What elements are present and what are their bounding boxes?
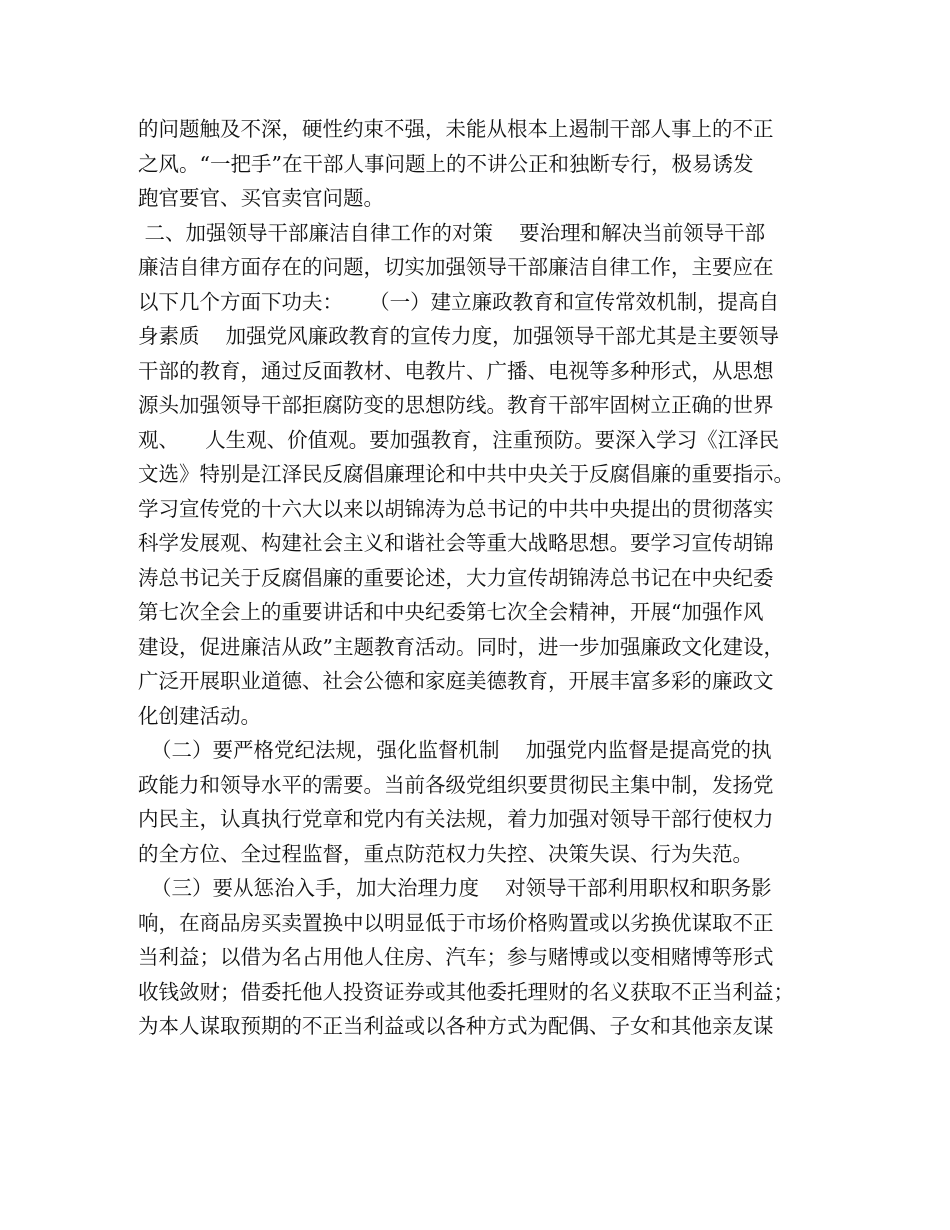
text-line: 源头加强领导干部拒腐防变的思想防线。教育干部牢固树立正确的世界 (138, 393, 774, 417)
text-line: 的全方位、全过程监督，重点防范权力失控、决策失误、行为失范。 (138, 841, 753, 866)
text-line: 化创建活动。 (138, 703, 261, 728)
text-line: 身素质 加强党风廉政教育的宣传力度，加强领导干部尤其是主要领导 (138, 324, 780, 348)
text-line: 政能力和领导水平的需要。当前各级党组织要贯彻民主集中制，发扬党 (138, 772, 774, 797)
text-line: 的问题触及不深，硬性约束不强，未能从根本上遏制干部人事上的不正 (138, 117, 774, 141)
subsection-heading-line: 以下几个方面下功夫： （一）建立廉政教育和宣传常效机制，提高自 (138, 289, 780, 314)
subsection-heading-line: （二）要严格党纪法规，强化监督机制 加强党内监督是提高党的执 (138, 738, 772, 762)
subsection-heading-line: （三）要从惩治入手，加大治理力度 对领导干部利用职权和职务影 (138, 876, 772, 900)
text-line: 科学发展观、构建社会主义和谐社会等重大战略思想。要学习宣传胡锦 (138, 531, 774, 555)
section-heading-line: 二、加强领导干部廉洁自律工作的对策 要治理和解决当前领导干部 (138, 220, 766, 245)
text-line: 第七次全会上的重要讲话和中央纪委第七次全会精神，开展“加强作风 (138, 600, 764, 624)
text-line: 广泛开展职业道德、社会公德和家庭美德教育，开展丰富多彩的廉政文 (138, 669, 774, 693)
text-line: 响，在商品房买卖置换中以明显低于市场价格购置或以劣换优谋取不正 (138, 910, 774, 935)
text-line: 建设，促进廉洁从政”主题教育活动。同时，进一步加强廉政文化建设， (138, 634, 784, 659)
text-line: 观、 人生观、价值观。要加强教育，注重预防。要深入学习《江泽民 (138, 427, 780, 452)
text-line: 学习宣传党的十六大以来以胡锦涛为总书记的中共中央提出的贯彻落实 (138, 496, 774, 521)
text-line: 为本人谋取预期的不正当利益或以各种方式为配偶、子女和其他亲友谋 (138, 1014, 774, 1038)
text-line: 之风。“一把手”在干部人事问题上的不讲公正和独断专行，极易诱发 (138, 151, 754, 176)
text-line: 干部的教育，通过反面教材、电教片、广播、电视等多种形式，从思想 (138, 358, 774, 383)
text-line: 涛总书记关于反腐倡廉的重要论述，大力宣传胡锦涛总书记在中央纪委 (138, 565, 774, 590)
text-line: 文选》特别是江泽民反腐倡廉理论和中共中央关于反腐倡廉的重要指示。 (138, 462, 794, 486)
text-line: 当利益；以借为名占用他人住房、汽车；参与赌博或以变相赌博等形式 (138, 945, 774, 969)
text-line: 内民主，认真执行党章和党内有关法规，着力加强对领导干部行使权力 (138, 807, 774, 831)
text-line: 跑官要官、买官卖官问题。 (138, 186, 384, 210)
document-body (138, 112, 828, 1044)
text-line: 收钱敛财；借委托他人投资证券或其他委托理财的名义获取不正当利益； (138, 979, 794, 1004)
text-line: 廉洁自律方面存在的问题，切实加强领导干部廉洁自律工作，主要应在 (138, 255, 774, 279)
